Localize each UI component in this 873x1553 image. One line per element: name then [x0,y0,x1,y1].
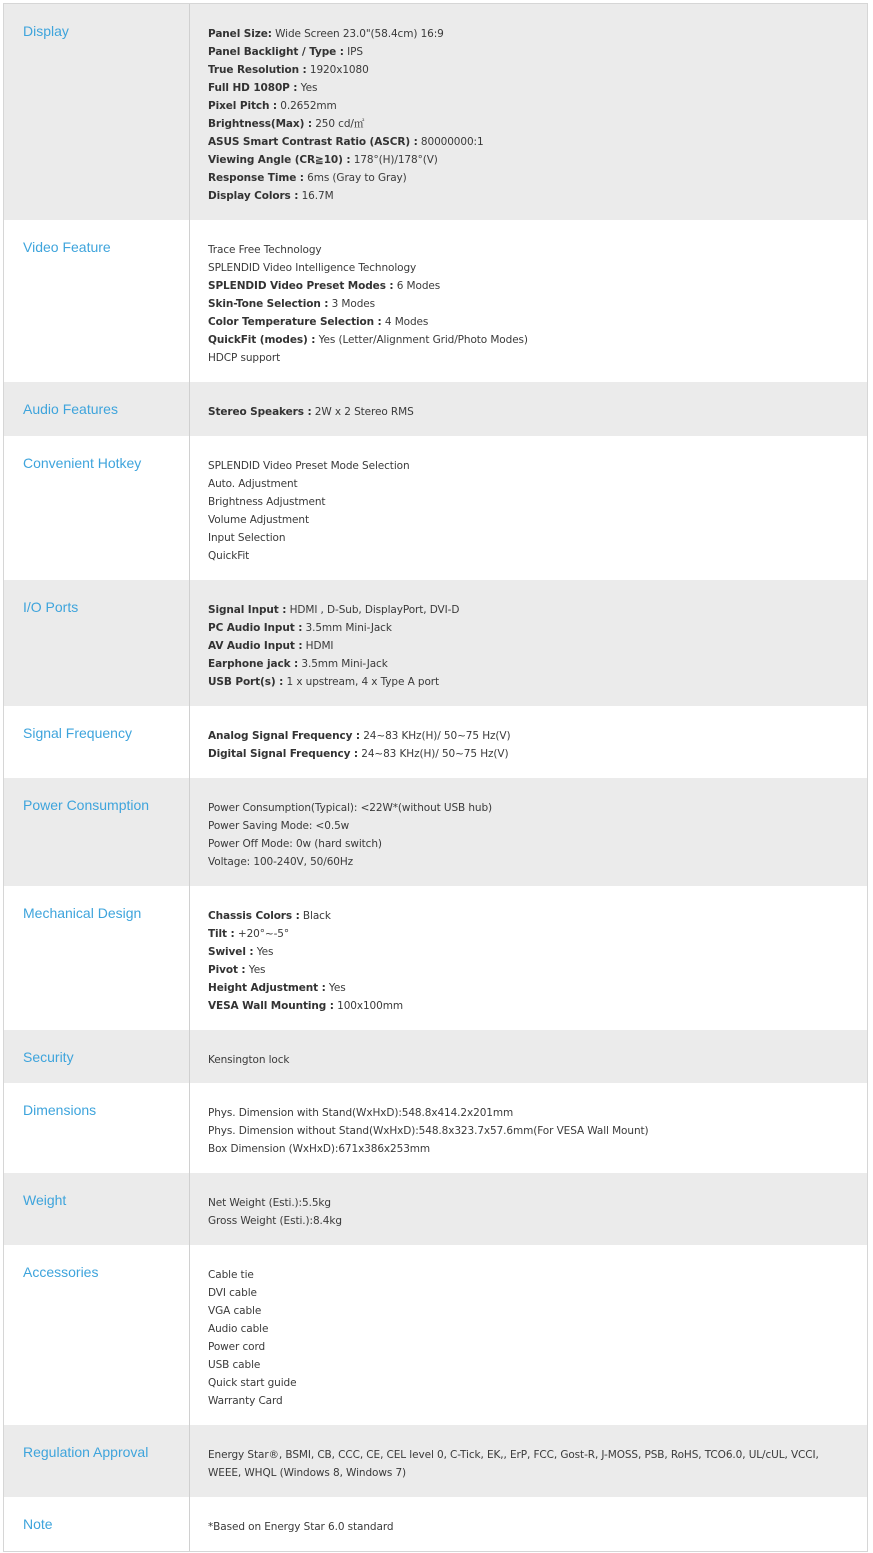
spec-value: 6 Modes [393,280,441,292]
spec-value: +20°~-5° [234,928,290,940]
spec-row [4,1245,867,1425]
spec-line [208,313,867,331]
spec-values [190,1497,867,1551]
spec-value: Gross Weight (Esti.):8.4kg [208,1215,342,1227]
spec-line [208,295,867,313]
spec-line [208,133,867,151]
spec-key: Height Adjustment : [208,982,326,994]
spec-value: Yes [245,964,266,976]
spec-value: 0.2652mm [277,100,337,112]
spec-value: 100x100mm [333,1000,403,1012]
spec-key: ASUS Smart Contrast Ratio (ASCR) : [208,136,418,148]
spec-values [190,706,867,778]
spec-key: Viewing Angle (CR≧10) : [208,154,351,166]
spec-values [190,4,867,220]
spec-value: DVI cable [208,1287,257,1299]
spec-line [208,457,867,475]
spec-key: AV Audio Input : [208,640,303,652]
spec-value: Volume Adjustment [208,514,309,526]
spec-category-label: Display [4,4,190,220]
spec-line [208,1140,867,1158]
spec-value: 3.5mm Mini-Jack [302,622,392,634]
spec-value: VGA cable [208,1305,262,1317]
spec-value: Quick start guide [208,1377,297,1389]
spec-value: Phys. Dimension without Stand(WxHxD):548.8x323.7x57.6mm(For VESA Wall Mount) [208,1125,649,1137]
spec-line [208,673,867,691]
spec-row [4,1083,867,1173]
spec-category-label: I/O Ports [4,580,190,706]
spec-category-label: Mechanical Design [4,886,190,1030]
spec-row [4,1030,867,1083]
spec-line [208,529,867,547]
spec-line [208,637,867,655]
spec-line [208,115,867,133]
spec-row [4,1173,867,1245]
spec-line [208,79,867,97]
spec-value: Energy Star®, BSMI, CB, CCC, CE, CEL level 0, C-Tick, EK,, ErP, FCC, Gost-R, J-MOSS, PSB, RoHS, TCO6.0, UL/cUL, VCCI, [208,1449,819,1461]
spec-values [190,436,867,580]
spec-value: Trace Free Technology [208,244,322,256]
spec-line [208,475,867,493]
spec-key: Stereo Speakers : [208,406,312,418]
spec-value: Net Weight (Esti.):5.5kg [208,1197,331,1209]
spec-key: VESA Wall Mounting : [208,1000,334,1012]
spec-values [190,1245,867,1425]
spec-line [208,1051,867,1069]
spec-key: Chassis Colors : [208,910,300,922]
spec-key: Color Temperature Selection : [208,316,382,328]
spec-key: Panel Backlight / Type : [208,46,344,58]
spec-row [4,220,867,382]
spec-values [190,1030,867,1083]
spec-line [208,277,867,295]
spec-key: PC Audio Input : [208,622,303,634]
spec-line [208,1338,867,1356]
spec-line [208,1320,867,1338]
spec-category-label: Video Feature [4,220,190,382]
spec-value: 250 cd/㎡ [311,118,365,130]
spec-line [208,1464,867,1482]
spec-value: Yes [253,946,274,958]
spec-value: Power Consumption(Typical): <22W*(without USB hub) [208,802,493,814]
spec-values [190,778,867,886]
spec-category-label: Security [4,1030,190,1083]
spec-line [208,331,867,349]
spec-value: 178°(H)/178°(V) [350,154,438,166]
spec-line [208,943,867,961]
spec-line [208,1122,867,1140]
spec-value: Phys. Dimension with Stand(WxHxD):548.8x414.2x201mm [208,1107,514,1119]
spec-value: Kensington lock [208,1054,290,1066]
spec-line [208,61,867,79]
spec-value: IPS [343,46,363,58]
spec-value: Power Saving Mode: <0.5w [208,820,350,832]
spec-value: SPLENDID Video Preset Mode Selection [208,460,410,472]
spec-value: Box Dimension (WxHxD):671x386x253mm [208,1143,431,1155]
spec-line [208,799,867,817]
spec-key: Earphone jack : [208,658,299,670]
spec-value: Voltage: 100-240V, 50/60Hz [208,856,354,868]
spec-line [208,907,867,925]
spec-line [208,493,867,511]
spec-value: Audio cable [208,1323,269,1335]
spec-key: Signal Input : [208,604,287,616]
spec-value: 16.7M [298,190,334,202]
spec-row [4,382,867,436]
spec-value: 3 Modes [328,298,375,310]
spec-line [208,997,867,1015]
spec-line [208,853,867,871]
spec-key: Display Colors : [208,190,299,202]
spec-value: Brightness Adjustment [208,496,326,508]
spec-line [208,1374,867,1392]
spec-key: True Resolution : [208,64,307,76]
spec-line [208,1266,867,1284]
spec-value: 1 x upstream, 4 x Type A port [283,676,440,688]
spec-line [208,511,867,529]
spec-line [208,241,867,259]
spec-category-label: Accessories [4,1245,190,1425]
spec-value: Warranty Card [208,1395,283,1407]
spec-row [4,580,867,706]
spec-value: Auto. Adjustment [208,478,298,490]
spec-value: HDCP support [208,352,281,364]
spec-values [190,1173,867,1245]
spec-line [208,835,867,853]
spec-line [208,349,867,367]
spec-category-label: Note [4,1497,190,1551]
spec-key: SPLENDID Video Preset Modes : [208,280,394,292]
spec-line [208,655,867,673]
spec-line [208,1356,867,1374]
spec-values [190,1425,867,1497]
spec-value: Power cord [208,1341,266,1353]
spec-line [208,1212,867,1230]
spec-row [4,4,867,220]
spec-row [4,886,867,1030]
spec-key: Skin-Tone Selection : [208,298,329,310]
spec-category-label: Dimensions [4,1083,190,1173]
spec-line [208,1194,867,1212]
spec-row [4,1425,867,1497]
spec-value: USB cable [208,1359,261,1371]
spec-value: 4 Modes [381,316,429,328]
spec-line [208,1392,867,1410]
spec-value: Yes [325,982,346,994]
spec-value: 6ms (Gray to Gray) [303,172,407,184]
spec-key: Swivel : [208,946,254,958]
spec-line [208,403,867,421]
spec-value: Power Off Mode: 0w (hard switch) [208,838,382,850]
spec-line [208,925,867,943]
spec-values [190,220,867,382]
spec-key: Pixel Pitch : [208,100,278,112]
spec-key: Pivot : [208,964,246,976]
spec-category-label: Power Consumption [4,778,190,886]
spec-value: 3.5mm Mini-Jack [298,658,388,670]
spec-key: Digital Signal Frequency : [208,748,358,760]
spec-key: Tilt : [208,928,235,940]
spec-key: QuickFit (modes) : [208,334,316,346]
spec-line [208,961,867,979]
spec-key: USB Port(s) : [208,676,284,688]
spec-row [4,706,867,778]
spec-value: 24~83 KHz(H)/ 50~75 Hz(V) [358,748,509,760]
spec-line [208,1104,867,1122]
spec-category-label: Convenient Hotkey [4,436,190,580]
spec-value: 2W x 2 Stereo RMS [311,406,414,418]
spec-row [4,778,867,886]
spec-category-label: Weight [4,1173,190,1245]
spec-value: Yes (Letter/Alignment Grid/Photo Modes) [315,334,528,346]
spec-line [208,547,867,565]
spec-value: HDMI [302,640,334,652]
spec-values [190,382,867,436]
spec-line [208,1446,867,1464]
spec-line [208,727,867,745]
spec-line [208,43,867,61]
spec-value: Wide Screen 23.0"(58.4cm) 16:9 [271,28,444,40]
spec-category-label: Regulation Approval [4,1425,190,1497]
spec-value: WEEE, WHQL (Windows 8, Windows 7) [208,1467,407,1479]
spec-value: Cable tie [208,1269,254,1281]
spec-key: Response Time : [208,172,304,184]
spec-key: Full HD 1080P : [208,82,298,94]
spec-value: Input Selection [208,532,286,544]
spec-row [4,1497,867,1551]
spec-line [208,259,867,277]
spec-line [208,151,867,169]
spec-line [208,187,867,205]
spec-line [208,619,867,637]
spec-line [208,745,867,763]
spec-values [190,580,867,706]
spec-line [208,1518,867,1536]
spec-values [190,886,867,1030]
spec-value: Yes [297,82,318,94]
spec-value: *Based on Energy Star 6.0 standard [208,1521,394,1533]
spec-value: HDMI , D-Sub, DisplayPort, DVI-D [286,604,460,616]
spec-value: 1920x1080 [306,64,369,76]
spec-value: SPLENDID Video Intelligence Technology [208,262,417,274]
spec-line [208,169,867,187]
spec-value: Black [299,910,331,922]
spec-line [208,817,867,835]
spec-table [3,3,868,1552]
spec-line [208,1284,867,1302]
spec-values [190,1083,867,1173]
spec-category-label: Audio Features [4,382,190,436]
spec-key: Brightness(Max) : [208,118,312,130]
spec-row [4,436,867,580]
spec-line [208,97,867,115]
spec-category-label: Signal Frequency [4,706,190,778]
spec-value: 80000000:1 [417,136,484,148]
spec-line [208,979,867,997]
spec-line [208,1302,867,1320]
spec-line [208,25,867,43]
spec-key: Panel Size: [208,28,272,40]
spec-value: QuickFit [208,550,250,562]
spec-key: Analog Signal Frequency : [208,730,360,742]
spec-value: 24~83 KHz(H)/ 50~75 Hz(V) [359,730,511,742]
spec-line [208,601,867,619]
